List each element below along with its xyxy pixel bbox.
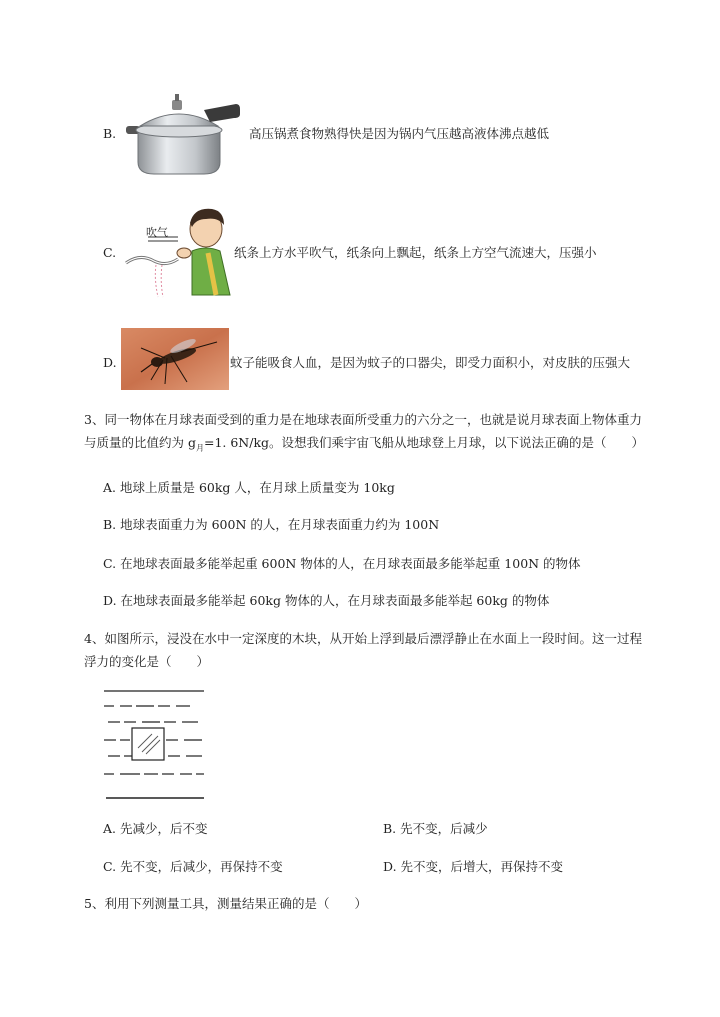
q4-stem-line2: 浮力的变化是（ ） xyxy=(84,654,210,669)
water-wood-block-diagram xyxy=(102,686,208,802)
q3-option-a: A. 地球上质量是 60kg 人，在月球上质量变为 10kg xyxy=(103,480,395,495)
q4-option-c: C. 先不变，后减少，再保持不变 xyxy=(103,859,283,874)
option-d-letter: D. xyxy=(103,355,117,370)
q3-stem-line1: 3、同一物体在月球表面受到的重力是在地球表面所受重力的六分之一，也就是说月球表面上物体重力 xyxy=(84,412,642,427)
q3-stem-line2-b: =1. 6N/kg。设想我们乘宇宙飞船从地球登上月球，以下说法正确的是（ ） xyxy=(203,435,645,450)
mosquito-image xyxy=(121,328,229,390)
option-d-text: 蚊子能吸食人血，是因为蚊子的口器尖，即受力面积小，对皮肤的压强大 xyxy=(230,355,631,370)
q5-stem: 5、利用下列测量工具，测量结果正确的是（ ） xyxy=(84,896,367,911)
q4-stem-line1: 4、如图所示，浸没在水中一定深度的木块，从开始上浮到最后漂浮静止在水面上一段时间。这一过程 xyxy=(84,631,642,646)
option-b-text: 高压锅煮食物熟得快是因为锅内气压越高液体沸点越低 xyxy=(249,126,550,141)
q4-option-d: D. 先不变，后增大，再保持不变 xyxy=(383,859,564,874)
option-b-letter: B. xyxy=(103,126,117,141)
option-c-text: 纸条上方水平吹气，纸条向上飘起，纸条上方空气流速大，压强小 xyxy=(234,245,597,260)
q3-stem xyxy=(84,408,684,460)
q4-option-b: B. 先不变，后减少 xyxy=(383,821,488,836)
q3-stem-line2-a: 与质量的比值约为 g xyxy=(84,435,196,450)
q3-option-d: D. 在地球表面最多能举起 60kg 物体的人，在月球表面最多能举起 60kg 的物体 xyxy=(103,593,550,608)
q4-stem xyxy=(84,627,684,673)
blowing-boy-image xyxy=(120,203,236,299)
pressure-cooker-image xyxy=(124,92,242,178)
blow-air-label: 吹气 xyxy=(146,226,168,239)
q3-option-b: B. 地球表面重力为 600N 的人，在月球表面重力约为 100N xyxy=(103,517,440,532)
q3-g-subscript: 月 xyxy=(195,443,204,453)
q3-stem-line2 xyxy=(84,431,684,460)
option-c-letter: C. xyxy=(103,245,117,260)
q3-option-c: C. 在地球表面最多能举起重 600N 物体的人，在月球表面最多能举起重 100N 的物体 xyxy=(103,556,581,571)
q4-option-a: A. 先减少，后不变 xyxy=(103,821,208,836)
